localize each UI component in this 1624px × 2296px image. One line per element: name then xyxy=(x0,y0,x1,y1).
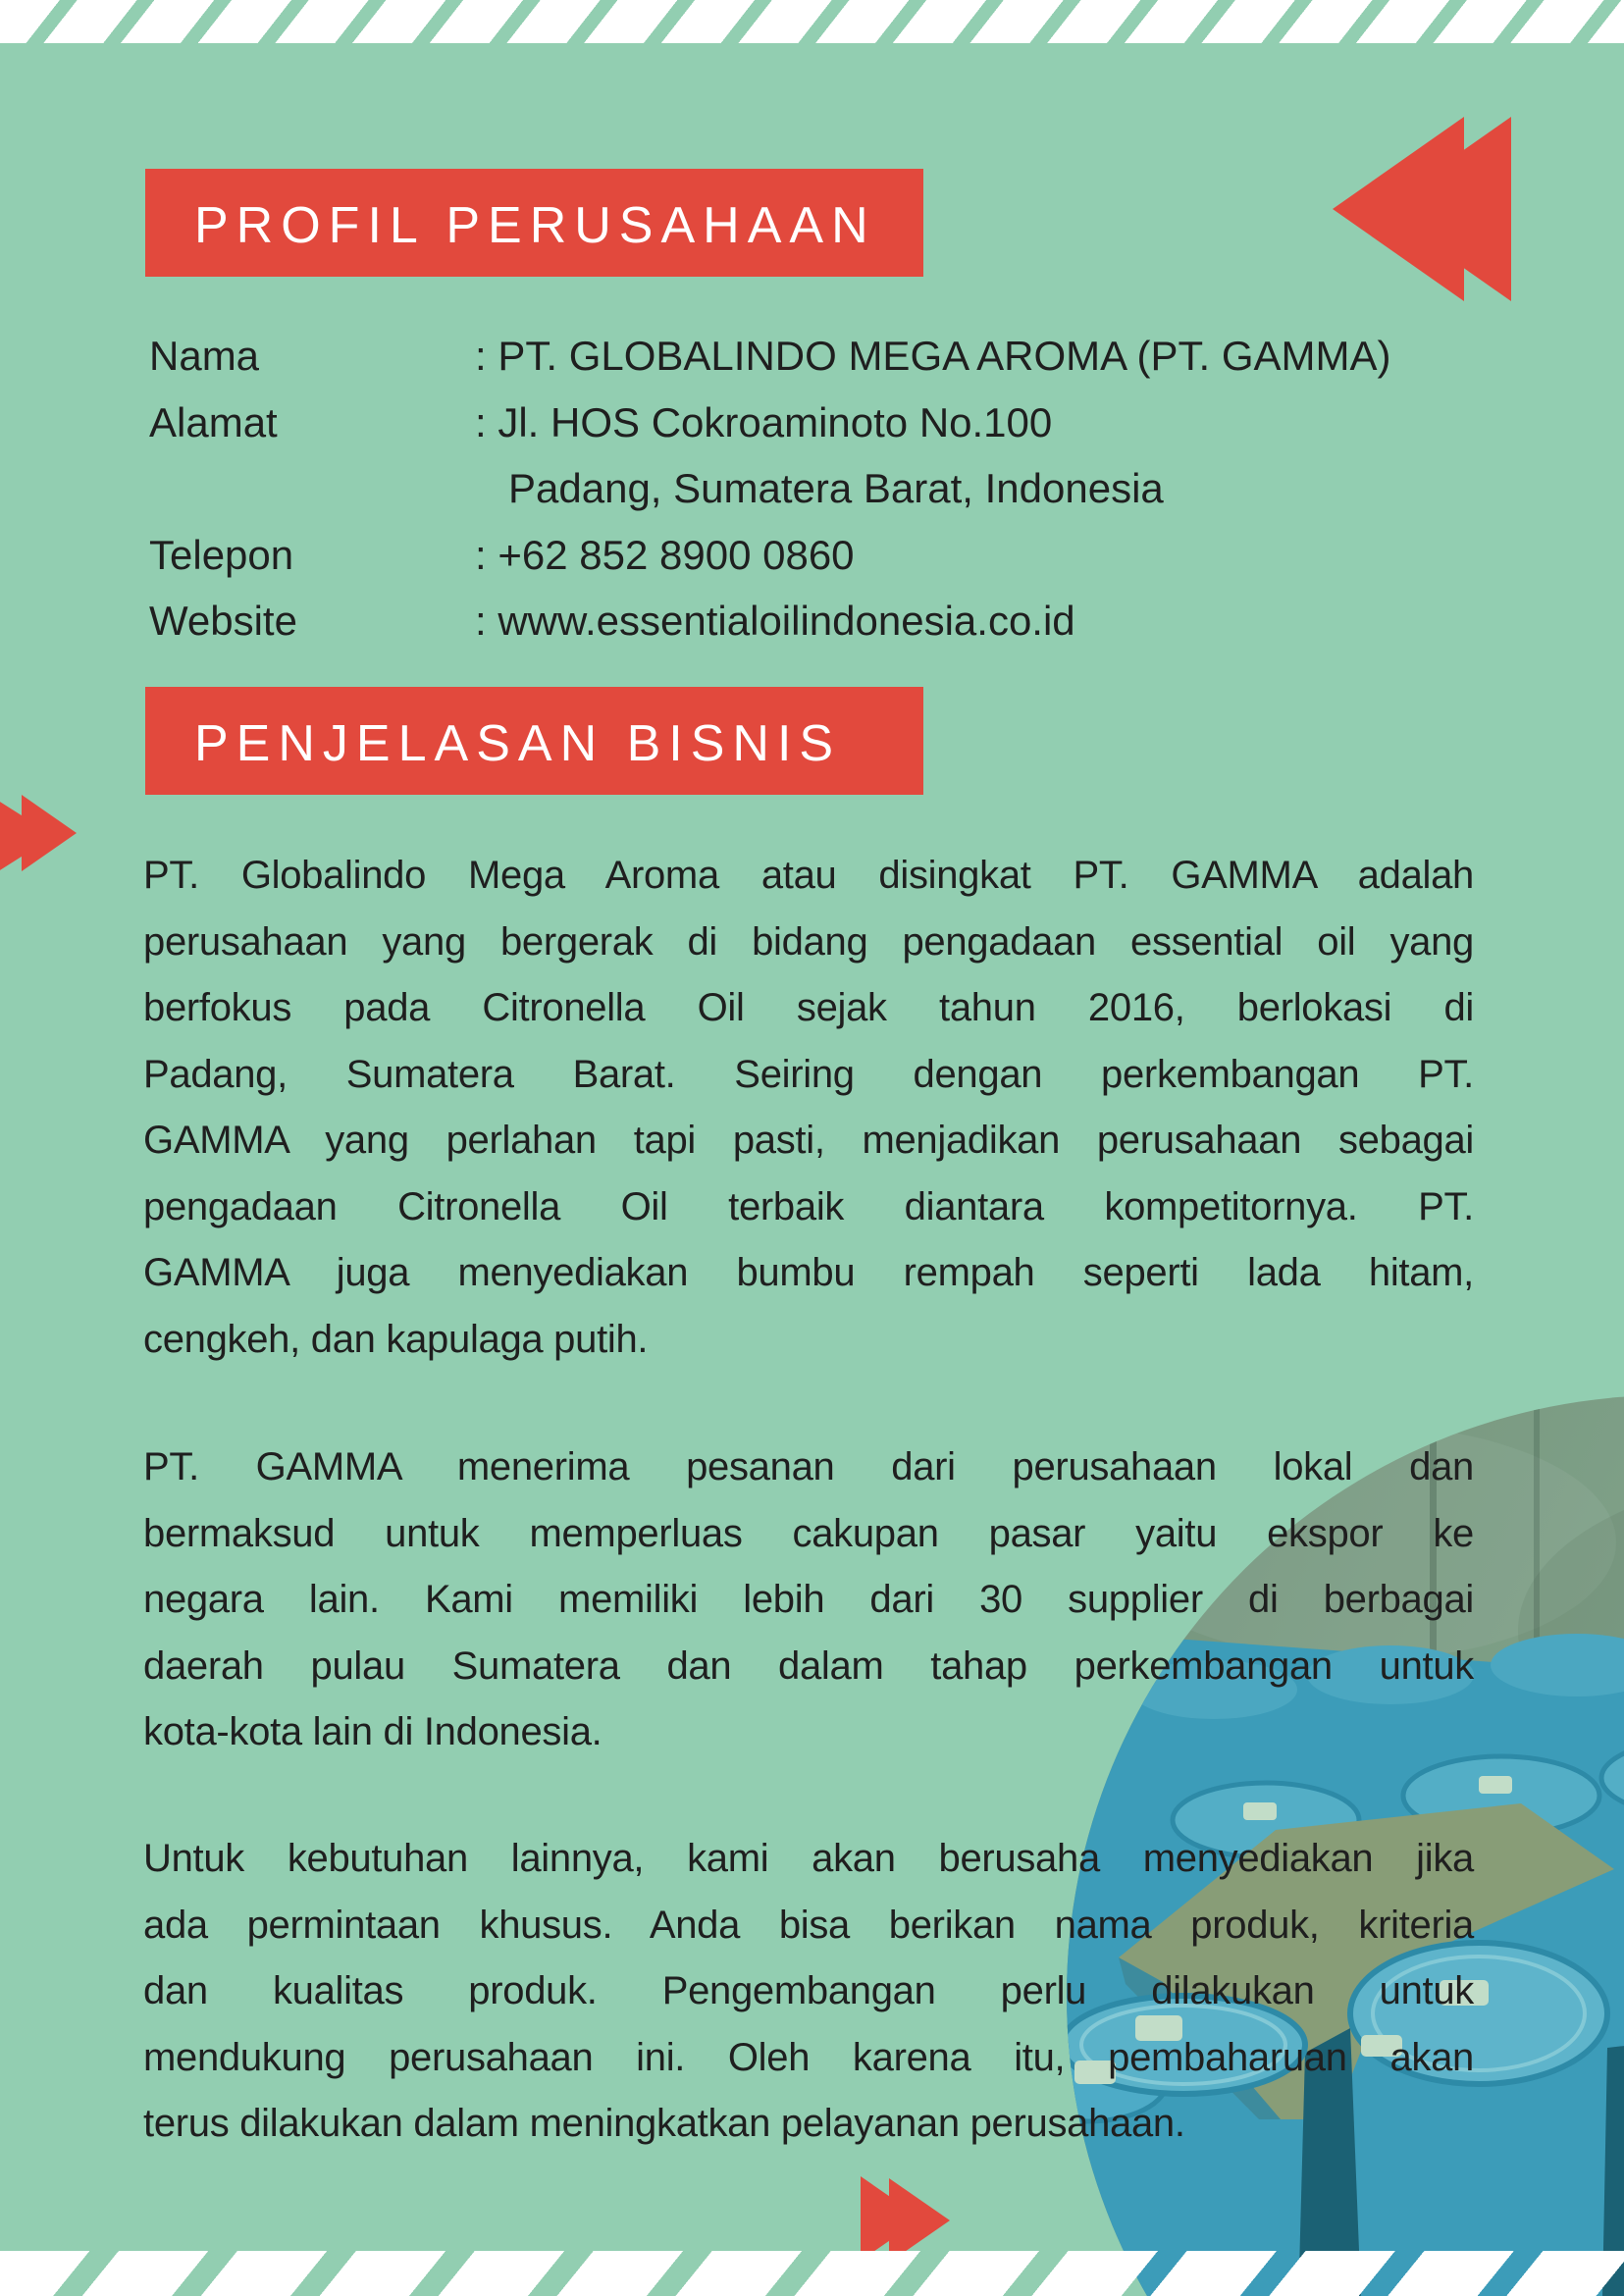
profile-value: : www.essentialoilindonesia.co.id xyxy=(475,598,1075,644)
paragraph-line: cengkeh, dan kapulaga putih. xyxy=(143,1317,649,1361)
paragraph-line: PT. GAMMA menerima pesanan dari perusahaan lokal dan xyxy=(143,1445,1474,1488)
profile-row xyxy=(145,588,1539,654)
business-paragraph-2 xyxy=(143,1435,1474,1766)
paragraph-line: terus dilakukan dalam meningkatkan pelayanan perusahaan. xyxy=(143,2102,1185,2145)
paragraph-line: kota-kota lain di Indonesia. xyxy=(143,1710,602,1753)
paragraph-line: berfokus pada Citronella Oil sejak tahun 2016, berlokasi di xyxy=(143,986,1474,1029)
fast-forward-arrows-icon xyxy=(0,790,83,883)
profile-label xyxy=(145,455,475,522)
profile-label: Alamat xyxy=(149,398,278,445)
profile-details xyxy=(145,323,1539,654)
rewind-arrows-icon xyxy=(1325,113,1521,309)
profile-value: : PT. GLOBALINDO MEGA AROMA (PT. GAMMA) xyxy=(475,333,1391,379)
profile-value: : +62 852 8900 0860 xyxy=(475,531,855,578)
paragraph-line: Padang, Sumatera Barat. Seiring dengan perkembangan PT. xyxy=(143,1052,1474,1096)
diagonal-stripes-bottom xyxy=(0,2251,1624,2296)
paragraph-line: GAMMA juga menyediakan bumbu rempah seperti lada hitam, xyxy=(143,1251,1474,1294)
business-heading-text: PENJELASAN BISNIS xyxy=(194,715,842,772)
paragraph-line: negara lain. Kami memiliki lebih dari 30 supplier di berbagai xyxy=(143,1578,1474,1621)
profile-value: : Jl. HOS Cokroaminoto No.100 xyxy=(475,398,1053,445)
profile-label: Website xyxy=(149,598,297,644)
profile-row xyxy=(145,455,1539,522)
profile-value: Padang, Sumatera Barat, Indonesia xyxy=(508,465,1164,511)
paragraph-line: PT. Globalindo Mega Aroma atau disingkat PT. GAMMA adalah xyxy=(143,854,1474,897)
profile-row xyxy=(145,390,1539,456)
diagonal-stripes-top xyxy=(0,0,1624,43)
paragraph-line: daerah pulau Sumatera dan dalam tahap perkembangan untuk xyxy=(143,1644,1474,1688)
paragraph-line: GAMMA yang perlahan tapi pasti, menjadikan perusahaan sebagai xyxy=(143,1119,1474,1162)
paragraph-line: pengadaan Citronella Oil terbaik diantara kompetitornya. PT. xyxy=(143,1184,1474,1228)
paragraph-line: bermaksud untuk memperluas cakupan pasar yaitu ekspor ke xyxy=(143,1511,1474,1555)
paragraph-line: mendukung perusahaan ini. Oleh karena itu, pembaharuan akan xyxy=(143,2035,1474,2079)
profile-row xyxy=(145,522,1539,589)
paragraph-line: ada permintaan khusus. Anda bisa berikan nama produk, kriteria xyxy=(143,1903,1474,1947)
paragraph-line: dan kualitas produk. Pengembangan perlu dilakukan untuk xyxy=(143,1969,1474,2012)
profile-section-heading xyxy=(145,169,923,277)
paragraph-line: Untuk kebutuhan lainnya, kami akan berusaha menyediakan jika xyxy=(143,1837,1474,1880)
paragraph-line: perusahaan yang bergerak di bidang pengadaan essential oil yang xyxy=(143,919,1474,964)
business-section-heading xyxy=(145,687,923,795)
business-paragraph-3 xyxy=(143,1826,1474,2158)
profile-label: Telepon xyxy=(149,531,294,578)
profile-label: Nama xyxy=(149,333,260,379)
profile-heading-text: PROFIL PERUSAHAAN xyxy=(194,197,876,254)
business-paragraph-1 xyxy=(143,843,1474,1373)
profile-row xyxy=(145,323,1539,390)
